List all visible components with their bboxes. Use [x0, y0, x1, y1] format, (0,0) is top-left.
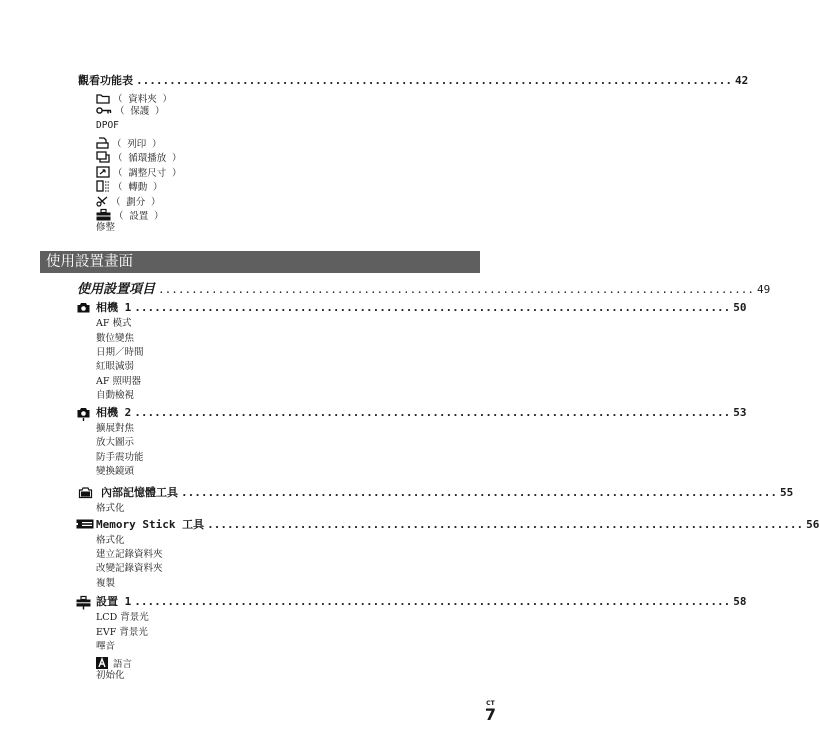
list-item: 初始化: [96, 670, 125, 681]
resize-icon: [96, 166, 110, 178]
list-item: EVF 背景光: [96, 627, 148, 638]
leader-dots: ..........................................................................................: [181, 486, 778, 499]
internal-memory-entry[interactable]: 內部記憶體工具 .......................................................................................... 55: [101, 486, 794, 499]
camera1-entry[interactable]: 相機 1 .......................................................................................... 50: [96, 301, 747, 314]
setup-items-entry[interactable]: [77, 282, 771, 297]
view-menu-item-resize: （ 調整尺寸 ）: [96, 164, 181, 180]
memory-stick-icon: [76, 519, 94, 529]
list-item: 擴展對焦: [96, 423, 135, 434]
list-item: 變換鏡頭: [96, 466, 135, 477]
view-menu-item-protect: （ 保護 ）: [96, 105, 164, 118]
list-item: 放大圖示: [96, 437, 135, 448]
camera-icon: [77, 302, 90, 313]
list-item: LCD 背景光: [96, 612, 149, 623]
folder-icon: [96, 93, 110, 104]
page-number: 42: [735, 74, 749, 87]
view-menu-title: 觀看功能表: [78, 74, 133, 87]
list-item: 建立記錄資料夾: [96, 549, 163, 560]
rotate-icon: [96, 180, 110, 192]
slideshow-icon: [96, 151, 110, 163]
list-item: 複製: [96, 578, 116, 589]
page-number: 49: [757, 283, 771, 296]
view-menu-item-folder: （ 資料夾 ）: [96, 91, 172, 106]
leader-dots: ..........................................................................................: [134, 595, 731, 608]
leader-dots: ..........................................................................................: [207, 518, 804, 531]
memory-stick-entry[interactable]: Memory Stick 工具 .......................................................................................... 56: [96, 518, 819, 531]
scissors-icon: [96, 195, 108, 207]
page-number: 56: [806, 518, 819, 531]
leader-dots: ..........................................................................................: [134, 406, 731, 419]
list-item: 防手震功能: [96, 452, 144, 463]
toolbox-icon: [96, 209, 111, 221]
setup1-entry[interactable]: 設置 1 .......................................................................................... 58: [96, 595, 747, 608]
view-menu-item-rotate: （ 轉動 ）: [96, 178, 162, 194]
list-item: 日期／時間: [96, 347, 144, 358]
language-icon: [96, 657, 108, 669]
list-item: 嗶音: [96, 641, 116, 652]
key-icon: [96, 106, 112, 115]
list-item-language: 語言: [96, 655, 132, 671]
list-item: 自動檢視: [96, 390, 135, 401]
list-item: 格式化: [96, 503, 125, 514]
page-number: 50: [733, 301, 747, 314]
list-item: AF 模式: [96, 318, 132, 329]
view-menu-item-trimming: 修整: [96, 222, 116, 233]
leader-dots: ..........................................................................................: [134, 301, 731, 314]
page-number: 55: [780, 486, 794, 499]
page-number-footer: 7: [484, 705, 496, 724]
leader-dots: ..........................................................................................: [136, 74, 733, 87]
camera2-entry[interactable]: 相機 2 .......................................................................................... 53: [96, 406, 747, 419]
list-item: 格式化: [96, 535, 125, 546]
view-menu-item-print: （ 列印 ）: [96, 135, 161, 151]
print-icon: [96, 137, 109, 149]
list-item: 數位變焦: [96, 333, 135, 344]
setup-items-title: 使用設置項目: [77, 282, 156, 297]
section-banner: 使用設置畫面: [40, 251, 480, 273]
toolbox-icon: [76, 596, 91, 610]
list-item: 紅眼減弱: [96, 361, 135, 372]
page-footer: [485, 700, 496, 723]
page-number: 58: [733, 595, 747, 608]
view-menu-item-slideshow: （ 循環播放 ）: [96, 149, 181, 165]
view-menu-item-dpof: DPOF: [96, 120, 119, 131]
leader-dots: ..........................................................................................: [158, 283, 755, 296]
view-menu-item-divide: （ 劃分 ）: [96, 193, 160, 209]
page-number: 53: [733, 406, 747, 419]
internal-memory-icon: [79, 487, 92, 498]
view-menu-item-setup: （ 設置 ）: [96, 207, 163, 223]
view-menu-entry[interactable]: [78, 74, 749, 87]
language-code: CT: [486, 700, 495, 707]
list-item: 改變記錄資料夾: [96, 563, 163, 574]
list-item: AF 照明器: [96, 376, 141, 387]
camera-icon: [77, 407, 90, 421]
